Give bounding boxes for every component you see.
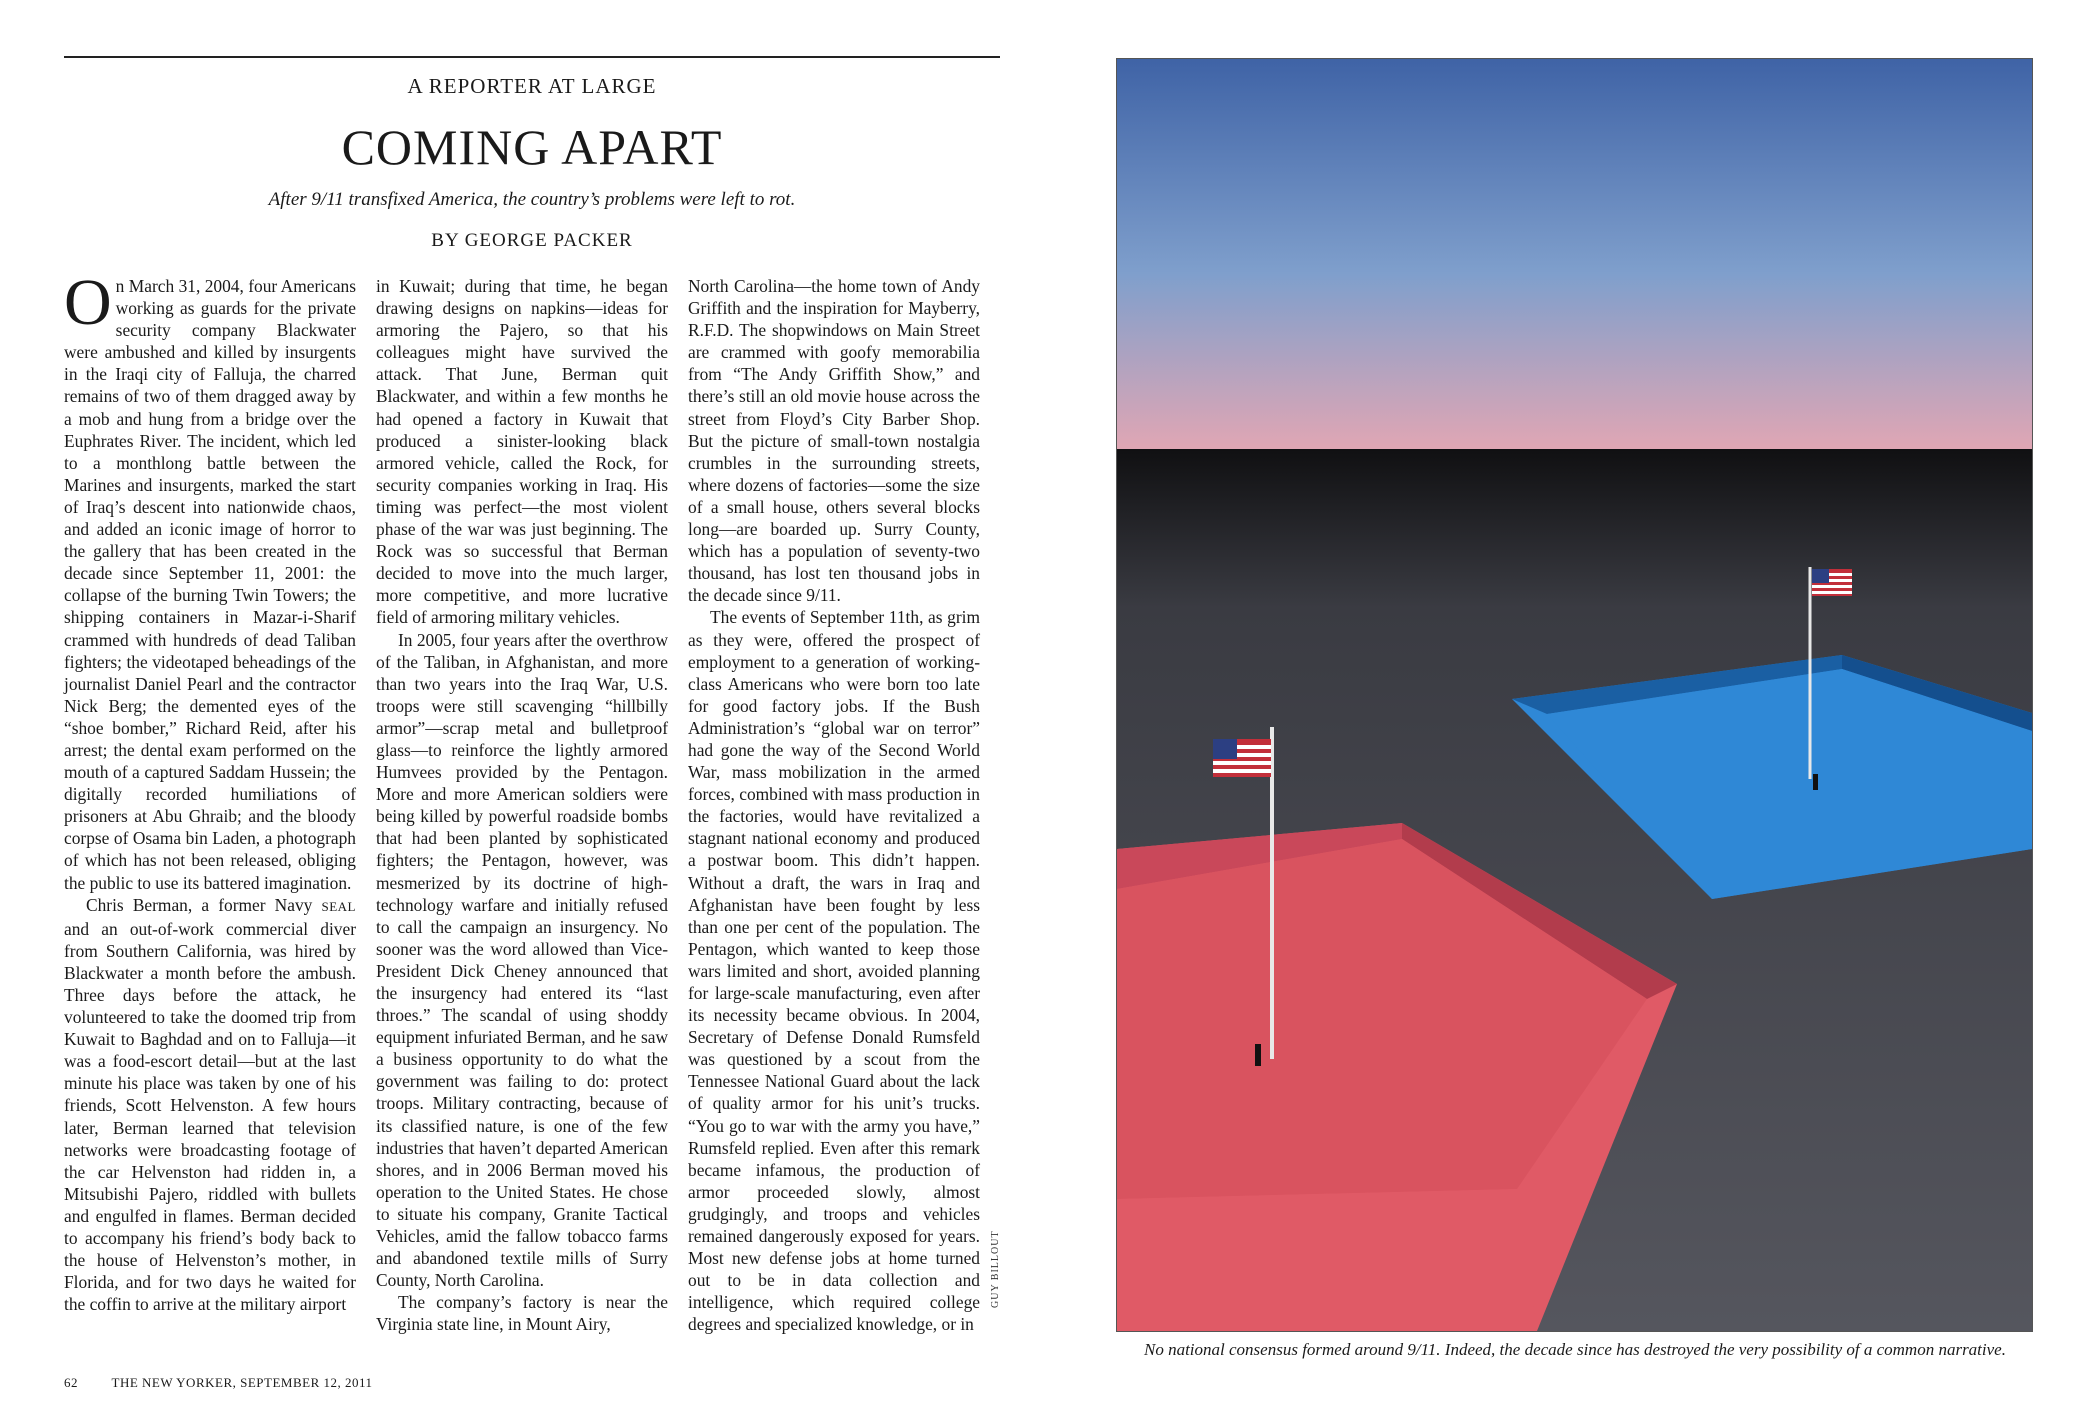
drop-cap: O — [64, 266, 112, 339]
paragraph: North Carolina—the home town of Andy Griffith and the inspiration for Mayberry, R.F.D. The shopwindows on Main Street are crammed with goofy memorabilia from “The Andy Griffith Show,” and there’s still an old movie house across the street from Floyd’s City Barber Shop. But the picture of small-town nostalgia crumbles in the surrounding streets, where dozens of factories—some the size of a small house, others several blocks long—are boarded up. Surry County, which has a population of seventy-two thousand, has lost ten thousand jobs in the decade since 9/11. — [688, 276, 980, 606]
dek: After 9/11 transfixed America, the country’s problems were left to rot. — [268, 189, 796, 210]
paragraph: In 2005, four years after the overthrow of the Taliban, in Afghanistan, and more than two years into the Iraq War, U.S. troops were still scavenging “hillbilly armor”—scrap metal and bulletproof glass—to reinforce the lightly armored Humvees provided by the Pentagon. More and more American soldiers were being killed by powerful roadside bombs that had been planted by sophisticated fighters; the Pentagon, however, was mesmerized by its doctrine of high-technology warfare and initially refused to call the campaign an insurgency. No sooner was the word allowed than Vice-President Dick Cheney announced that the insurgency had entered its “last throes.” The scandal of using shoddy equipment infuriated Berman, and he saw a business opportunity to do what the government was failing to do: protect troops. Military contracting, because of its classified nature, is one of the few industries that haven’t departed American shores, and in 2006 Berman moved his operation to the United States. He chose to situate his company, Granite Tactical Vehicles, amid the fallow tobacco farms and abandoned textile mills of Surry County, North Carolina. — [376, 629, 668, 1291]
paragraph — [64, 266, 356, 894]
top-rule — [64, 56, 1000, 58]
paragraph: The company’s factory is near the Virginia state line, in Mount Airy, — [376, 1292, 668, 1335]
left-page — [0, 0, 1040, 1422]
paragraph — [64, 894, 356, 1316]
page-number: 62 — [64, 1375, 78, 1390]
text-column-1 — [64, 266, 356, 1315]
paragraph: The events of September 11th, as grim as they were, offered the prospect of employment to a generation of working-class Americans who were born too late for good factory jobs. If the Bush Administration’s “global war on terror” had gone the way of the Second World War, mass mobilization in the armed forces, combined with mass production in the factories, would have revitalized a stagnant national economy and produced a postwar boom. This didn’t happen. Without a draft, the wars in Iraq and Afghanistan have been fought by less than one per cent of the population. The Pentagon, which wanted to keep those wars limited and short, avoided planning for large-scale manufacturing, even after its necessity became obvious. In 2004, Secretary of Defense Donald Rumsfeld was questioned by a scout from the Tennessee National Guard about the lack of quality armor for his unit’s trucks. “You go to war with the army you have,” Rumsfeld replied. Even after this remark became infamous, the production of armor proceeded slowly, almost grudgingly, and troops and vehicles remained dangerously exposed for years. Most new defense jobs at home turned out to be in data collection and intelligence, which required college degrees and specialized knowledge, or in — [688, 607, 980, 1335]
paragraph: in Kuwait; during that time, he began drawing designs on napkins—ideas for armoring the Pajero, so that his colleagues might have survived the attack. That June, Berman quit Blackwater, and within a few months he had opened a factory in Kuwait that produced a sinister-looking black armored vehicle, called the Rock, for security companies working in Iraq. His timing was perfect—the most violent phase of the war was just beginning. The Rock was so successful that Berman decided to move into the much larger, more competitive, and more lucrative field of armoring military vehicles. — [376, 276, 668, 628]
paragraph-text: and an out-of-work commercial diver from Southern California, was hired by Blackwater a month before the ambush. Three days before the attack, he volunteered to take the doomed trip from Kuwait to Baghdad and on to Falluja—it was a food-escort detail—but at the last minute his place was taken by one of his friends, Scott Helvenston. A few hours later, Berman learned that television networks were broadcasting footage of the car Helvenston had ridden in, a Mitsubishi Pajero, riddled with bullets and engulfed in flames. Berman decided to accompany his friend’s body back to the house of Helvenston’s mother, in Florida, and for two days he waited for the coffin to arrive at the military airport — [64, 918, 356, 1315]
illustration-credit: GUY BILLOUT — [990, 1230, 1001, 1308]
flag-pits-artwork — [1117, 59, 2032, 1331]
small-caps-text: SEAL — [321, 898, 356, 914]
text-column-2 — [376, 275, 668, 1336]
illustration — [1116, 58, 2033, 1332]
magazine-date: THE NEW YORKER, SEPTEMBER 12, 2011 — [111, 1375, 373, 1390]
paragraph-text: Chris Berman, a former Navy — [86, 894, 313, 915]
illustration-caption: No national consensus formed around 9/11. Indeed, the decade since has destroyed the very possibility of a common narrative. — [1144, 1340, 2006, 1359]
folio — [64, 1375, 373, 1391]
sky — [1117, 59, 2032, 449]
byline: BY GEORGE PACKER — [431, 230, 633, 251]
paragraph-text: n March 31, 2004, four Americans working as guards for the private security company Blackwater were ambushed and killed by insurgents in the Iraqi city of Falluja, the charred remains of two of them dragged away by a mob and hung from a bridge over the Euphrates River. The incident, which led to a monthlong battle between the Marines and insurgents, marked the start of Iraq’s descent into nationwide chaos, and added an iconic image of horror to the gallery that has been created in the decade since September 11, 2001: the collapse of the burning Twin Towers; the shipping containers in Mazar-i-Sharif crammed with hundreds of dead Taliban fighters; the videotaped beheadings of the journalist Daniel Pearl and the contractor Nick Berg; the demented eyes of the “shoe bomber,” Richard Reid, after his arrest; the dental exam performed on the mouth of a captured Saddam Hussein; the digitally recorded humiliations of prisoners at Abu Ghraib; and the bloody corpse of Osama bin Laden, a photograph of which has not been released, obliging the public to use its battered imagination. — [64, 276, 356, 893]
headline: COMING APART — [341, 119, 723, 175]
section-kicker: A REPORTER AT LARGE — [407, 74, 657, 98]
text-column-3 — [688, 275, 980, 1336]
